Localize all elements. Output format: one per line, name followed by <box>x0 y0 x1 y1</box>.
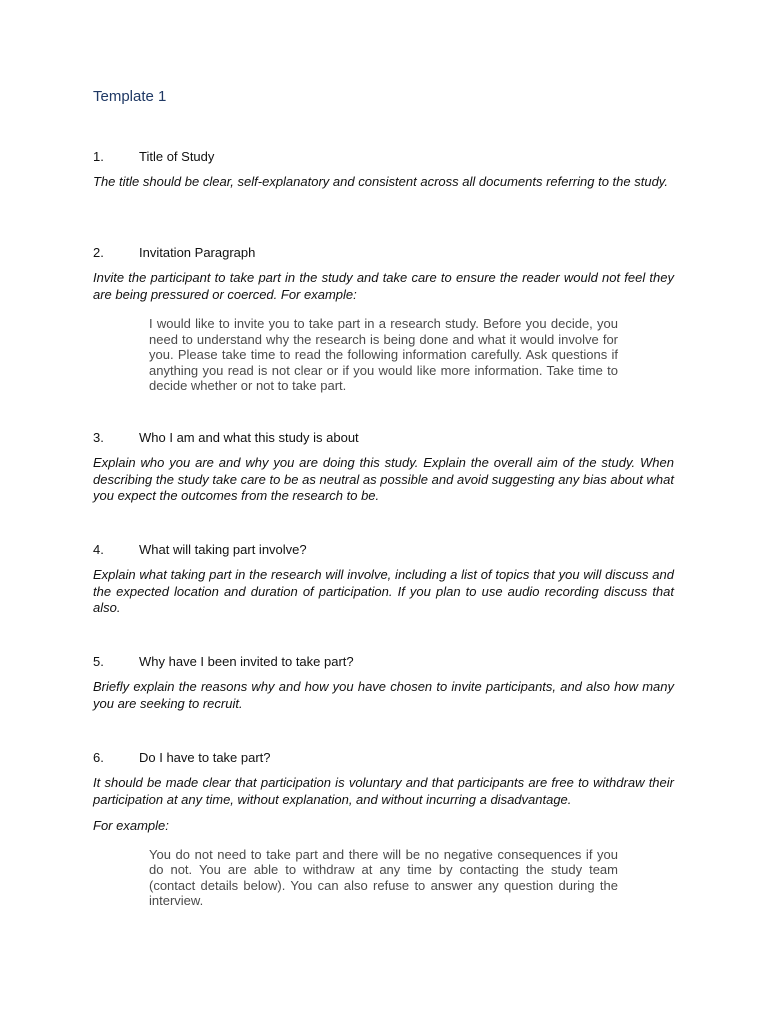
section-heading-text: Do I have to take part? <box>139 750 271 765</box>
section-body: The title should be clear, self-explanatory and consistent across all documents referring to the study. <box>93 174 668 189</box>
section-why-invited <box>93 653 674 712</box>
section-what-taking-part-involves <box>93 541 674 617</box>
section-number: 1. <box>93 149 104 164</box>
for-example-label: For example: <box>93 818 169 833</box>
section-heading <box>93 148 674 165</box>
section-heading <box>93 244 674 261</box>
section-invitation-paragraph <box>93 244 674 394</box>
section-heading <box>93 429 674 446</box>
section-body: Invite the participant to take part in the study and take care to ensure the reader would not feel they are being pressured or coerced. For example: <box>93 270 674 302</box>
section-heading <box>93 541 674 558</box>
section-number: 5. <box>93 654 104 669</box>
section-number: 6. <box>93 750 104 765</box>
section-body: It should be made clear that participation is voluntary and that participants are free to withdraw their participation at any time, without explanation, and without incurring a disadvantage. <box>93 775 674 807</box>
section-who-i-am <box>93 429 674 505</box>
section-number: 4. <box>93 542 104 557</box>
section-body: Explain who you are and why you are doing this study. Explain the overall aim of the study. When describing the study take care to be as neutral as possible and avoid suggesting any bias about what you expect the outcomes from the research to be. <box>93 455 674 503</box>
section-do-i-have-to-take-part <box>93 749 674 909</box>
example-quote: You do not need to take part and there will be no negative consequences if you do not. You are able to withdraw at any time by contacting the study team (contact details below). You can also refuse to answer any question during the interview. <box>149 846 618 908</box>
section-heading-text: What will taking part involve? <box>139 542 307 557</box>
section-heading-text: Why have I been invited to take part? <box>139 654 354 669</box>
section-heading-text: Who I am and what this study is about <box>139 430 359 445</box>
section-heading-text: Invitation Paragraph <box>139 245 256 260</box>
section-heading <box>93 749 674 766</box>
section-body: Explain what taking part in the research will involve, including a list of topics that you will discuss and the expected location and duration of participation. If you plan to use audio recording discuss that also. <box>93 567 674 615</box>
section-number: 3. <box>93 430 104 445</box>
section-heading <box>93 653 674 670</box>
section-number: 2. <box>93 245 104 260</box>
section-title-of-study <box>93 148 674 191</box>
document-title: Template 1 <box>93 88 167 105</box>
section-heading-text: Title of Study <box>139 149 215 164</box>
example-quote: I would like to invite you to take part in a research study. Before you decide, you need to understand why the research is being done and what it would involve for you. Please take time to read the following information carefully. Ask questions if anything you read is not clear or if you would like more information. Take time to decide whether or not to take part. <box>149 316 618 393</box>
section-body: Briefly explain the reasons why and how you have chosen to invite participants, and also how many you are seeking to recruit. <box>93 679 674 711</box>
